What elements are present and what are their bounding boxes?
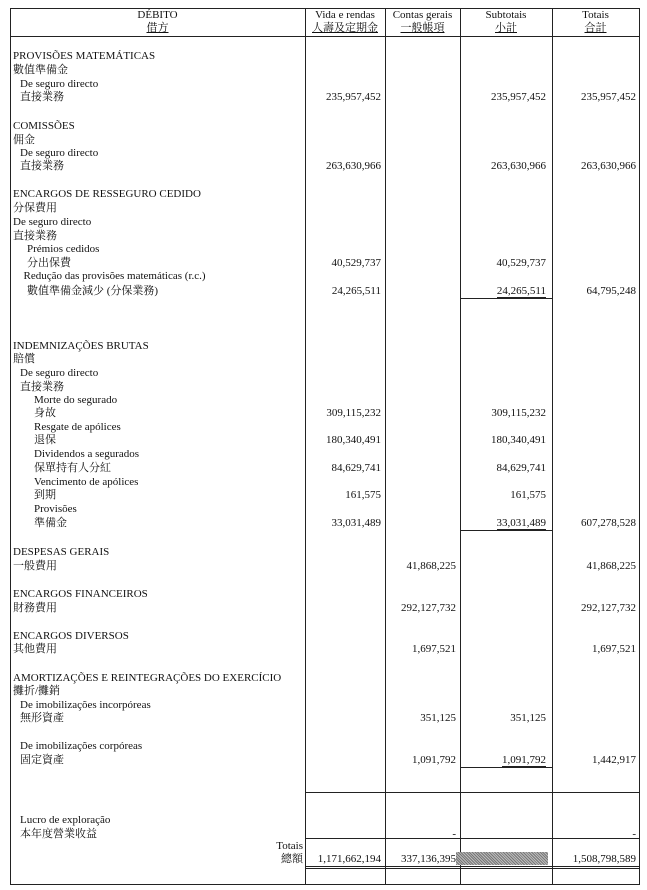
totals-subtotal-shaded-cell xyxy=(456,852,548,865)
row-label: 直接業務 xyxy=(20,381,64,393)
row-label: De seguro directo xyxy=(20,78,99,90)
underlined-subtotal: 33,031,489 xyxy=(496,517,546,529)
header-debit-pt: DÉBITO xyxy=(137,9,178,21)
row-label: 數值準備金 xyxy=(13,64,68,76)
header-gerais xyxy=(385,9,460,35)
row-label: Resgate de apólices xyxy=(34,421,121,433)
header-totais-zh: 合計 xyxy=(584,22,607,34)
section-rule xyxy=(305,792,639,793)
row-label: 數值準備金減少 (分保業務) xyxy=(27,285,159,297)
row-total-value: 292,127,732 xyxy=(581,602,636,614)
row-subtotal-value: 84,629,741 xyxy=(496,462,546,474)
row-gerais-value: - xyxy=(452,828,456,840)
header-gerais-pt: Contas gerais xyxy=(392,9,453,21)
row-label: 直接業務 xyxy=(20,91,64,103)
totals-total: 1,508,798,589 xyxy=(572,853,636,865)
row-label: COMISSÕES xyxy=(13,120,75,132)
totals-label-zh: 總額 xyxy=(281,853,303,865)
row-total-value: 1,442,917 xyxy=(592,754,636,766)
row-total-value: 263,630,966 xyxy=(581,160,636,172)
row-vida-value: 263,630,966 xyxy=(326,160,381,172)
row-subtotal-value: 309,115,232 xyxy=(491,407,546,419)
row-label: Prémios cedidos xyxy=(27,243,100,255)
row-label: 直接業務 xyxy=(20,160,64,172)
row-total-value: 1,697,521 xyxy=(592,643,636,655)
header-totais-pt: Totais xyxy=(582,9,609,21)
row-label: 固定資產 xyxy=(20,754,64,766)
row-label: DESPESAS GERAIS xyxy=(13,546,110,558)
row-label: ENCARGOS DIVERSOS xyxy=(13,630,129,642)
row-label: De imobilizações incorpóreas xyxy=(20,699,151,711)
row-label: AMORTIZAÇÕES E REINTEGRAÇÕES DO EXERCÍCIO xyxy=(13,672,282,684)
row-label: De seguro directo xyxy=(20,367,99,379)
row-label: ENCARGOS DE RESSEGURO CEDIDO xyxy=(13,188,201,200)
totals-double-rule xyxy=(305,866,639,867)
row-label: 準備金 xyxy=(34,517,67,529)
row-subtotal-value xyxy=(460,754,546,767)
row-total-value: 235,957,452 xyxy=(581,91,636,103)
underlined-subtotal: 24,265,511 xyxy=(496,285,546,297)
row-label: Dividendos a segurados xyxy=(34,448,140,460)
row-label: PROVISÕES MATEMÁTICAS xyxy=(13,50,156,62)
row-subtotal-value: 351,125 xyxy=(510,712,546,724)
row-label: 直接業務 xyxy=(13,230,57,242)
row-total-value: 41,868,225 xyxy=(586,560,636,572)
row-total-value: - xyxy=(632,828,636,840)
row-label: Redução das provisões matemáticas (r.c.) xyxy=(23,270,206,282)
header-debit-zh: 借方 xyxy=(146,22,169,34)
row-label: 保單持有人分紅 xyxy=(34,462,111,474)
subtotal-rule xyxy=(460,298,552,299)
row-label: 賠償 xyxy=(13,353,35,365)
row-label: 身故 xyxy=(34,407,56,419)
row-vida-value: 40,529,737 xyxy=(331,257,381,269)
row-vida-value: 180,340,491 xyxy=(326,434,381,446)
table-left-border xyxy=(10,8,11,885)
row-subtotal-value xyxy=(460,517,546,530)
row-subtotal-value: 40,529,737 xyxy=(496,257,546,269)
row-label: 無形資產 xyxy=(20,712,64,724)
row-gerais-value: 1,697,521 xyxy=(412,643,456,655)
header-vida xyxy=(305,9,385,35)
row-label: De seguro directo xyxy=(13,216,92,228)
row-label: 退保 xyxy=(34,434,56,446)
subtotal-rule xyxy=(460,530,552,531)
header-vida-zh: 人壽及定期金 xyxy=(312,22,378,34)
row-vida-value: 235,957,452 xyxy=(326,91,381,103)
row-subtotal-value: 235,957,452 xyxy=(491,91,546,103)
row-label: Vencimento de apólices xyxy=(34,476,139,488)
row-label: 一般費用 xyxy=(13,560,57,572)
row-subtotal-value: 263,630,966 xyxy=(491,160,546,172)
header-subtotais-pt: Subtotais xyxy=(485,9,527,21)
row-label: 其他費用 xyxy=(13,643,57,655)
totals-gerais: 337,136,395 xyxy=(401,853,456,865)
row-label: Morte do segurado xyxy=(34,394,118,406)
row-label: Provisões xyxy=(34,503,77,515)
row-label: ENCARGOS FINANCEIROS xyxy=(13,588,148,600)
row-total-value: 607,278,528 xyxy=(581,517,636,529)
row-label: INDEMNIZAÇÕES BRUTAS xyxy=(13,340,149,352)
header-debit xyxy=(10,9,305,35)
row-label: 分保費用 xyxy=(13,202,57,214)
row-gerais-value: 1,091,792 xyxy=(412,754,456,766)
row-vida-value: 33,031,489 xyxy=(331,517,381,529)
row-gerais-value: 41,868,225 xyxy=(406,560,456,572)
underlined-subtotal: 1,091,792 xyxy=(502,754,546,766)
row-gerais-value: 292,127,732 xyxy=(401,602,456,614)
row-total-value: 64,795,248 xyxy=(586,285,636,297)
row-vida-value: 84,629,741 xyxy=(331,462,381,474)
row-label: 財務費用 xyxy=(13,602,57,614)
header-subtotais-zh: 小計 xyxy=(495,22,517,34)
row-vida-value: 24,265,511 xyxy=(331,285,381,297)
row-label: 本年度營業收益 xyxy=(20,828,97,840)
totals-vida: 1,171,662,194 xyxy=(317,853,381,865)
row-subtotal-value: 180,340,491 xyxy=(491,434,546,446)
row-vida-value: 309,115,232 xyxy=(326,407,381,419)
table-right-border xyxy=(639,8,640,885)
row-label: 佣金 xyxy=(13,134,35,146)
totals-label-pt: Totais xyxy=(276,840,303,852)
row-label: 分出保費 xyxy=(27,257,71,269)
table-bottom-border xyxy=(10,884,640,885)
header-gerais-zh: 一般帳項 xyxy=(400,22,445,34)
row-label: De seguro directo xyxy=(20,147,99,159)
row-subtotal-value: 161,575 xyxy=(510,489,546,501)
row-vida-value: 161,575 xyxy=(345,489,381,501)
row-label: 到期 xyxy=(34,489,56,501)
subtotal-rule xyxy=(460,767,552,768)
row-label: De imobilizações corpóreas xyxy=(20,740,143,752)
row-subtotal-value xyxy=(460,285,546,298)
row-label: Lucro de exploração xyxy=(20,814,111,826)
totals-double-rule xyxy=(305,868,639,869)
header-vida-pt: Vida e rendas xyxy=(315,9,375,21)
header-bottom-border xyxy=(10,36,640,37)
row-label: 攤折/攤銷 xyxy=(13,685,61,697)
header-subtotais xyxy=(460,9,552,35)
row-gerais-value: 351,125 xyxy=(420,712,456,724)
header-totais xyxy=(552,9,639,35)
